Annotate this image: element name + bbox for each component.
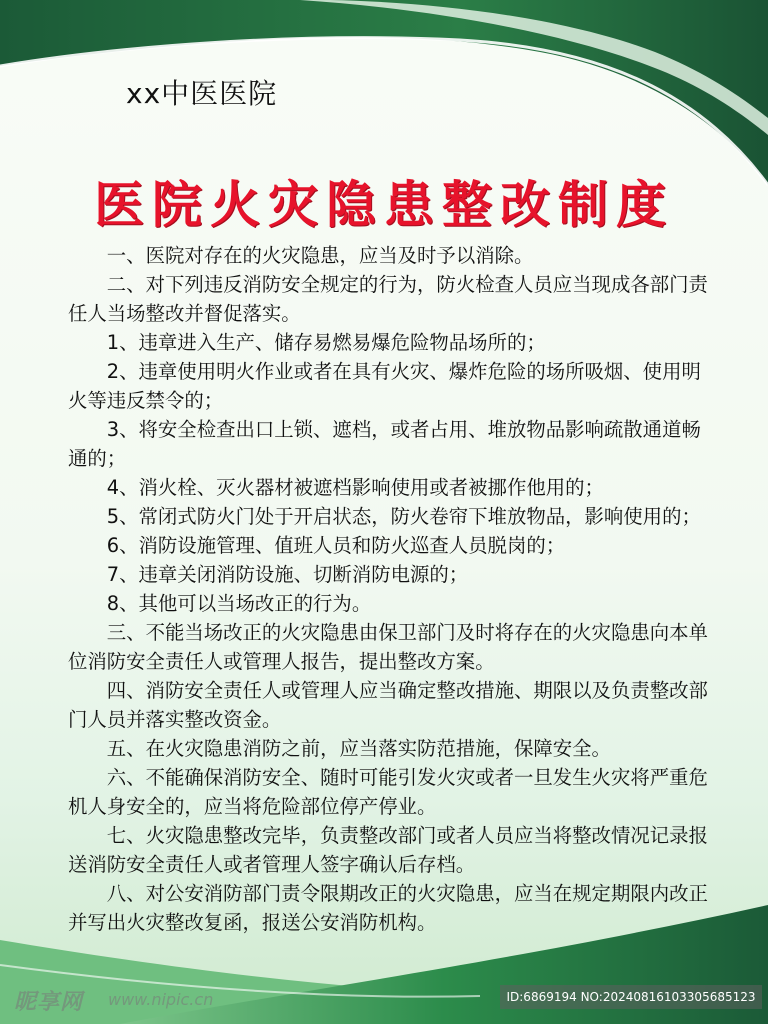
watermark-logo: 昵享网 (14, 990, 84, 1015)
paragraph: 8、其他可以当场改正的行为。 (106, 592, 372, 615)
paragraph: 一、医院对存在的火灾隐患，应当及时予以消除。 (106, 244, 534, 267)
paragraph: 7、违章关闭消防设施、切断消防电源的； (106, 563, 469, 586)
paragraph: 1、违章进入生产、储存易燃易爆危险物品场所的； (106, 331, 546, 354)
paragraph: 6、消防设施管理、值班人员和防火巡查人员脱岗的； (106, 534, 566, 557)
paragraph: 5、常闭式防火门处于开启状态，防火卷帘下堆放物品，影响使用的； (106, 505, 701, 528)
paragraph: 3、将安全检查出口上锁、遮档，或者占用、堆放物品影响疏散通道畅通的； (68, 418, 701, 470)
regulation-body (68, 241, 710, 937)
paragraph: 七、火灾隐患整改完毕，负责整改部门或者人员应当将整改情况记录报送消防安全责任人或者管理人签字确认后存档。 (68, 824, 708, 876)
paragraph: 4、消火栓、灭火器材被遮档影响使用或者被挪作他用的； (106, 476, 604, 499)
paragraph: 六、不能确保消防安全、随时可能引发火灾或者一旦发生火灾将严重危机人身安全的，应当将危险部位停产停业。 (68, 766, 708, 818)
hospital-name: xx中医医院 (126, 77, 278, 110)
paragraph: 二、对下列违反消防安全规定的行为，防火检查人员应当现成各部门责任人当场整改并督促落实。 (68, 273, 708, 325)
paragraph: 2、违章使用明火作业或者在具有火灾、爆炸危险的场所吸烟、使用明火等违反禁令的； (68, 360, 701, 412)
paragraph: 三、不能当场改正的火灾隐患由保卫部门及时将存在的火灾隐患向本单位消防安全责任人或管理人报告，提出整改方案。 (68, 621, 708, 673)
poster-title: 医院火灾隐患整改制度 (94, 175, 674, 234)
paragraph: 五、在火灾隐患消防之前，应当落实防范措施，保障安全。 (106, 737, 611, 760)
image-id-bar: ID:6869194 NO:20240816103305685123 (500, 985, 762, 1009)
watermark-url: www.nipic.cn (108, 990, 214, 1009)
paragraph: 四、消防安全责任人或管理人应当确定整改措施、期限以及负责整改部门人员并落实整改资金。 (68, 679, 708, 731)
paragraph: 八、对公安消防部门责令限期改正的火灾隐患，应当在规定期限内改正并写出火灾整改复函，报送公安消防机构。 (68, 882, 708, 934)
top-wave-band (0, 0, 768, 185)
